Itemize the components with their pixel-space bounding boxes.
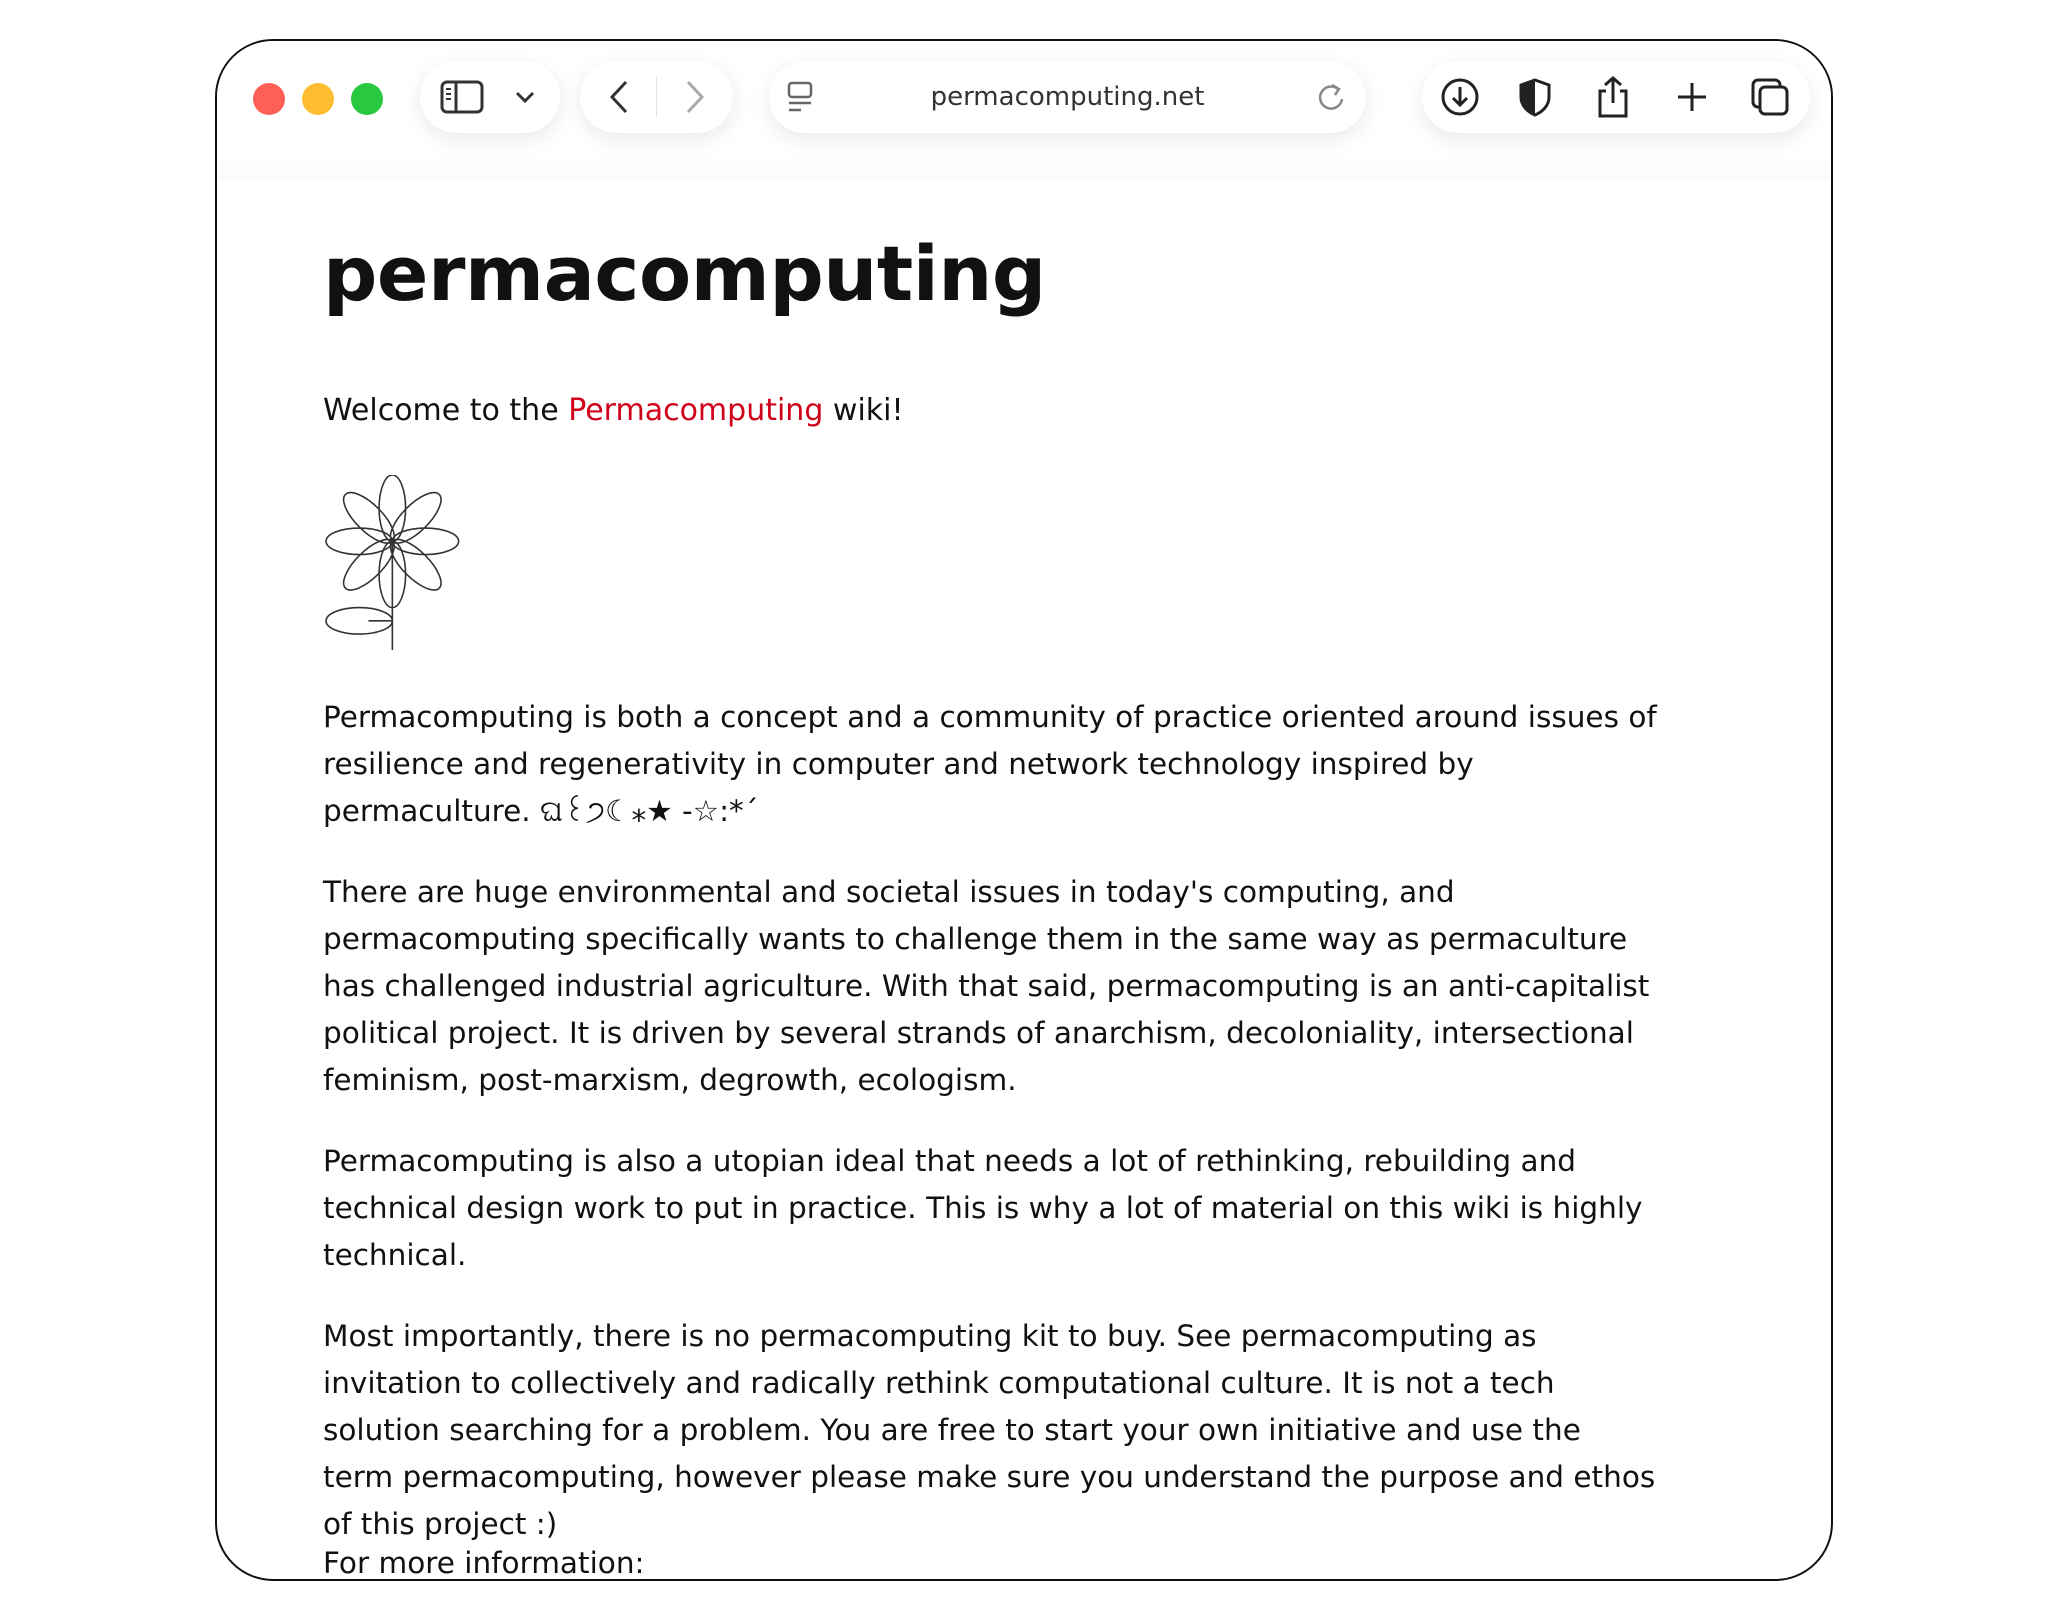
sidebar-toggle-icon[interactable] <box>440 80 484 114</box>
utopian-paragraph <box>323 1138 1643 1279</box>
more-info-paragraph <box>323 1540 644 1581</box>
paragraph-line: permacomputing specifically wants to challenge them in the same way as permaculture <box>323 922 1628 956</box>
paragraph-line: term permacomputing, however please make sure you understand the purpose and ethos <box>323 1460 1656 1494</box>
paragraph-line: invitation to collectively and radically rethink computational culture. It is not a tech <box>323 1366 1555 1400</box>
paragraph-line: of this project :) <box>323 1507 558 1541</box>
intro-paragraph <box>323 694 1657 835</box>
navigation-controls <box>580 61 733 133</box>
issues-paragraph <box>323 869 1649 1104</box>
important-paragraph <box>323 1313 1655 1548</box>
privacy-shield-icon[interactable] <box>1518 77 1552 117</box>
paragraph-line: Permacomputing is also a utopian ideal that needs a lot of rethinking, rebuilding and <box>323 1144 1576 1178</box>
paragraph-line: resilience and regenerativity in computer and network technology inspired by <box>323 747 1474 781</box>
paragraph-line: For more information: <box>323 1546 645 1580</box>
paragraph-line: Most importantly, there is no permacomputing kit to buy. See permacomputing as <box>323 1319 1537 1353</box>
paragraph-line: technical. <box>323 1238 467 1272</box>
sidebar-controls <box>420 61 560 133</box>
new-tab-icon[interactable] <box>1676 81 1708 113</box>
paragraph-line: has challenged industrial agriculture. With that said, permacomputing is an anti-capitalist <box>323 969 1650 1003</box>
nav-divider <box>656 77 657 117</box>
welcome-line <box>323 393 904 428</box>
page-title: permacomputing <box>323 229 1046 318</box>
browser-toolbar <box>217 41 1831 181</box>
paragraph-line: Permacomputing is both a concept and a community of practice oriented around issues of <box>323 700 1657 734</box>
share-icon[interactable] <box>1596 75 1630 119</box>
minimize-window-button[interactable] <box>302 83 334 115</box>
tab-overview-icon[interactable] <box>1750 77 1790 117</box>
browser-window <box>215 39 1833 1581</box>
paragraph-line: permaculture. ଘ꒰੭☾⁎★ -☆:*´ <box>323 794 759 828</box>
paragraph-line: political project. It is driven by several strands of anarchism, decoloniality, intersectional <box>323 1016 1634 1050</box>
welcome-prefix: Welcome to the <box>323 393 569 428</box>
reload-icon[interactable] <box>1316 81 1346 113</box>
paragraph-line: technical design work to put in practice. This is why a lot of material on this wiki is highly <box>323 1191 1643 1225</box>
forward-icon[interactable] <box>684 79 706 115</box>
chevron-down-icon[interactable] <box>514 90 536 104</box>
toolbar-actions <box>1422 61 1810 133</box>
paragraph-line: solution searching for a problem. You are free to start your own initiative and use the <box>323 1413 1581 1447</box>
address-bar[interactable] <box>769 61 1366 133</box>
zoom-window-button[interactable] <box>351 83 383 115</box>
paragraph-line: There are huge environmental and societal issues in today's computing, and <box>323 875 1455 909</box>
close-window-button[interactable] <box>253 83 285 115</box>
download-icon[interactable] <box>1440 77 1480 117</box>
back-icon[interactable] <box>608 79 630 115</box>
paragraph-line: feminism, post-marxism, degrowth, ecologism. <box>323 1063 1017 1097</box>
flower-logo-icon <box>323 475 463 654</box>
permacomputing-link[interactable]: Permacomputing <box>568 393 824 428</box>
welcome-suffix: wiki! <box>823 393 904 428</box>
url-text[interactable]: permacomputing.net <box>930 82 1205 112</box>
